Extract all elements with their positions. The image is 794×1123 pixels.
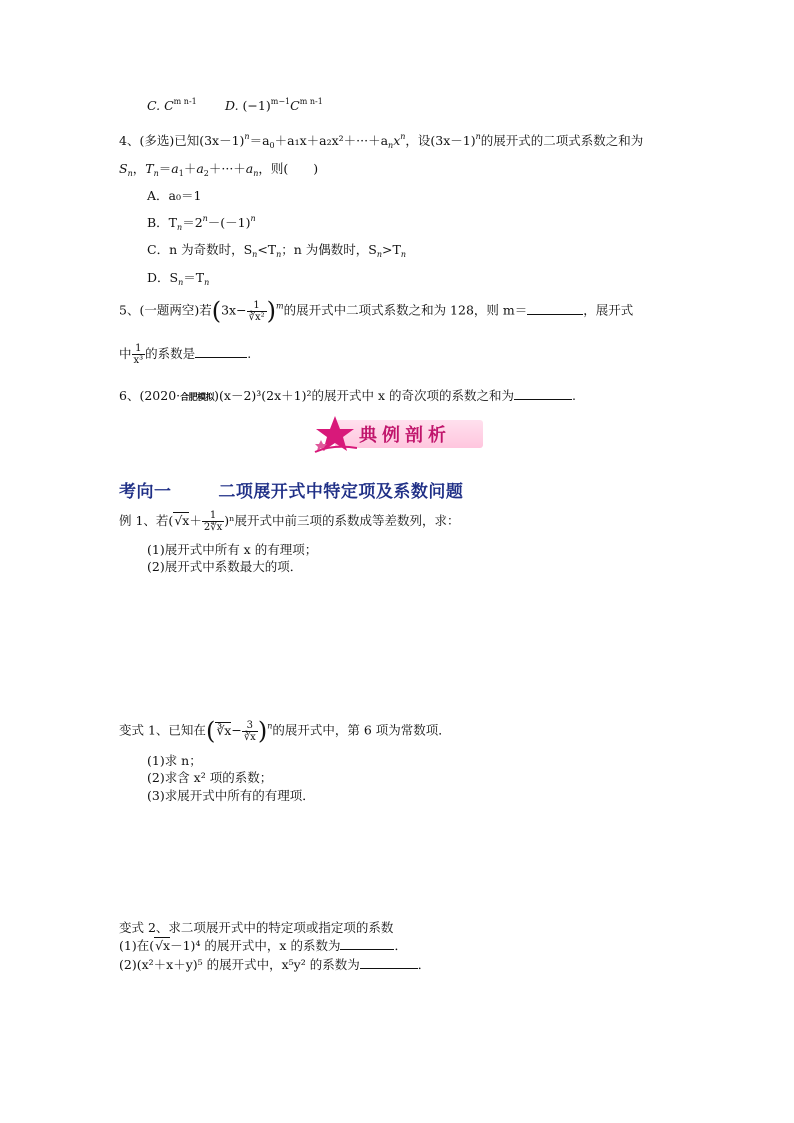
- var2-radical: √x: [155, 938, 171, 953]
- q4-line2-text: ，则( ): [258, 161, 319, 176]
- q6-prefix: 6、(2020·: [119, 388, 181, 403]
- star-icon: [313, 414, 357, 454]
- variation2-item2: [119, 955, 430, 973]
- variation2-title: 变式 2、求二项展开式中的特定项或指定项的系数: [119, 920, 394, 935]
- q4-stem-prefix: 4、(多选)已知(3x－1): [119, 133, 245, 148]
- frac-den: x³: [133, 355, 144, 366]
- var2-item1-end: ．: [394, 938, 407, 953]
- q5-line2-end: .: [247, 346, 252, 361]
- frac-den: ∛x²: [248, 311, 265, 323]
- frac-num: 3: [246, 719, 253, 731]
- q6-stem: [119, 386, 576, 404]
- option-c: C: [290, 98, 300, 113]
- ex1-fraction: [202, 510, 224, 533]
- option-expr: C: [164, 98, 174, 113]
- ex1-after: )ⁿ展开式中前三项的系数成等差数列，求：: [224, 513, 460, 528]
- q4-stem-after: ，设(3x－1): [405, 133, 476, 148]
- q5-line2: [119, 343, 251, 366]
- q4-option-c-text: C．n 为奇数时，S: [147, 242, 253, 257]
- q4-option-c: C．n 为奇数时，$S_n<T_n$；n 为偶数时，$S_n>T_n$: [147, 242, 406, 259]
- q4-option-b-text: B．T: [147, 215, 178, 230]
- ex1-plus: ＋: [189, 513, 202, 528]
- answer-blank[interactable]: [340, 938, 394, 950]
- q4-option-a-text: A．a₀＝1: [147, 188, 202, 203]
- var1-radical: ∛x: [216, 722, 232, 738]
- option-sup: m n-1: [299, 97, 323, 106]
- q6-end: .: [572, 388, 576, 403]
- q4-stem-tail: 的展开式的二项式系数之和为: [480, 133, 644, 148]
- variation1-item3: (3)求展开式中所有的有理项．: [147, 788, 315, 803]
- q4-stem-mid: ＝a: [249, 133, 270, 148]
- var2-item1-b: －1)⁴ 的展开式中，x 的系数为: [170, 938, 341, 953]
- q4-option-d-end: ＝T: [183, 270, 205, 285]
- q3-option-c: [147, 97, 197, 113]
- q3-option-d: [225, 97, 323, 113]
- frac-den: 2∜x: [203, 522, 223, 533]
- frac-den: ∛x: [243, 731, 256, 743]
- section-heading: [119, 477, 463, 502]
- q4-option-c-mid: <T: [257, 242, 277, 257]
- q4-option-c-end: >T: [382, 242, 401, 257]
- variation1-item2: (2)求含 x² 项的系数；: [147, 770, 273, 785]
- q6-source: 合肥模拟: [180, 393, 215, 403]
- section-title: 二项展开式中特定项及系数问题: [218, 482, 464, 502]
- example1-stem: [119, 510, 460, 533]
- q4-stem: 4、(多选)已知$(3x-1)^n=a_0+a_1x+a_2x^2+\cdot\cdot\cdot+a_nx^n$，设$(3x-1)^n$的展开式的二项式系数之和为: [119, 132, 644, 150]
- var1-after: 的展开式中，第 6 项为常数项．: [272, 722, 451, 738]
- section-banner: [313, 414, 483, 454]
- q5-after2: ，展开式: [583, 302, 634, 318]
- option-sup: m n-1: [173, 97, 197, 106]
- ex1-radical: √x: [174, 513, 190, 528]
- variation2-item1: [119, 936, 407, 954]
- q4-option-d: D．$S_n=T_n$: [147, 270, 210, 287]
- q5-line2-fraction: [132, 343, 146, 366]
- answer-blank[interactable]: [527, 303, 583, 315]
- section-label: 考向一: [119, 482, 172, 502]
- option-sup: m−1: [270, 97, 291, 106]
- ex1-prefix: 例 1、若(: [119, 513, 174, 528]
- frac-num: 1: [253, 299, 260, 311]
- option-expr: (−1): [242, 98, 271, 113]
- var2-item1-a: (1)在(: [119, 938, 155, 953]
- q4-option-b-tail: －(－1): [207, 215, 251, 230]
- frac-num: 1: [135, 343, 142, 354]
- q5-fraction: [247, 300, 267, 323]
- q6-text: )(x－2)³(2x＋1)²的展开式中 x 的奇次项的系数之和为: [214, 388, 515, 403]
- var1-fraction: [242, 720, 258, 743]
- q5-line2-b: 的系数是: [145, 346, 196, 361]
- answer-blank[interactable]: [195, 346, 247, 358]
- example1-item2: (2)展开式中系数最大的项．: [147, 559, 303, 574]
- var2-item2-end: ．: [417, 957, 431, 972]
- option-label: C.: [147, 98, 161, 113]
- var1-prefix: 变式 1、已知在: [119, 722, 206, 738]
- q4-option-b: B．$T_n=2^n-(-1)^n$: [147, 214, 256, 232]
- q5-line2-a: 中: [119, 346, 132, 361]
- var1-minus: −: [231, 722, 242, 738]
- q5-expr: 3x−: [221, 302, 247, 318]
- variation1-stem: 变式 1、已知在(∛x− $\frac{3}{∛x}$ )$^n$的展开式中，第 6 项为常数项．: [119, 717, 451, 745]
- option-label: D.: [225, 98, 239, 113]
- q5-stem: 5、(一题两空)若(3x− $\frac{1}{\text{∛x²}}$ )$^m$的展开式中二项式系数之和为 128，则 m＝ ，展开式: [119, 297, 634, 325]
- q4-option-c-mid2: ；n 为偶数时，S: [281, 242, 377, 257]
- q4-option-d-text: D．S: [147, 270, 179, 285]
- q5-prefix: 5、(一题两空)若: [119, 302, 212, 318]
- q5-after: 的展开式中二项式系数之和为 128，则 m＝: [283, 302, 528, 318]
- var2-item2-a: (2)(x²＋x＋y)⁵ 的展开式中，x⁵y² 的系数为: [119, 957, 360, 972]
- example1-item1: (1)展开式中所有 x 的有理项；: [147, 542, 318, 557]
- frac-num: 1: [209, 510, 217, 521]
- q4-option-a: [147, 186, 201, 204]
- answer-blank[interactable]: [514, 388, 572, 400]
- q4-stem-line2: $S_n$，$T_n=a_1+a_2+\cdot\cdot\cdot+a_n$，则( ): [119, 161, 319, 178]
- q4-option-b-rest: ＝2: [182, 215, 203, 230]
- banner-label: 典例剖析: [359, 425, 451, 446]
- answer-blank[interactable]: [360, 957, 418, 969]
- variation1-item1: (1)求 n；: [147, 753, 202, 768]
- q4-stem-series: ＋a₁x＋a₂x²＋···＋a: [274, 133, 389, 148]
